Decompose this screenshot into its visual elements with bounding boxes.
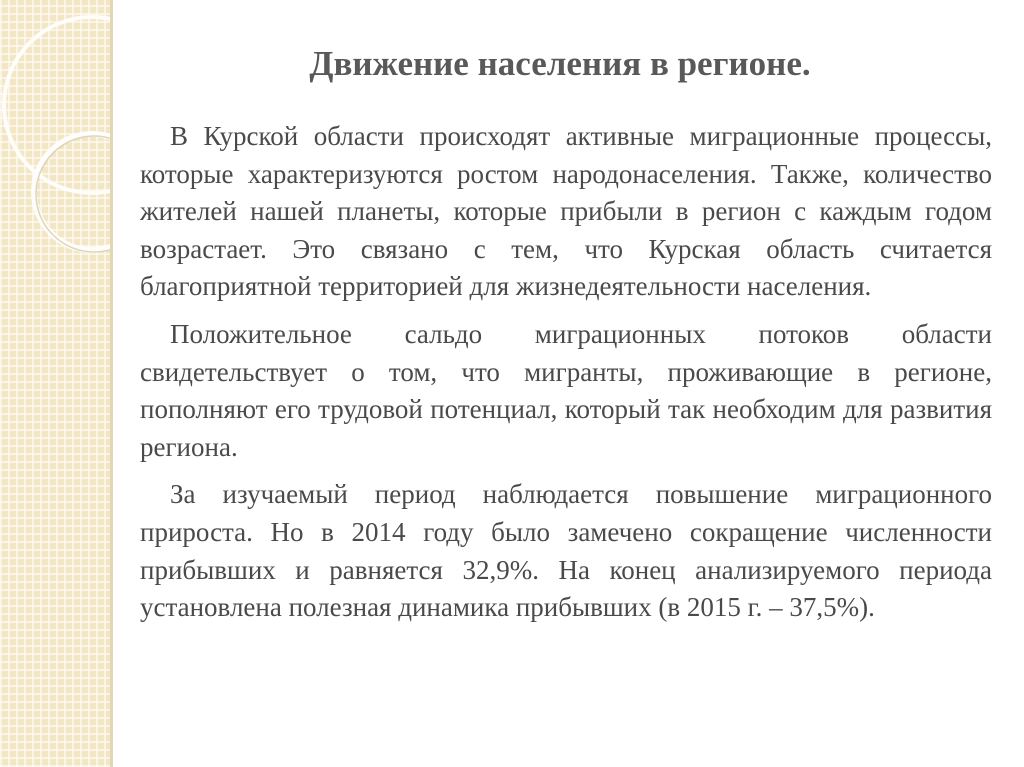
paragraph-migration-growth: За изучаемый период наблюдается повышение миграционного прироста. Но в 2014 году было замечено сокращение численности прибывших и равняется 32,9%. На конец анализируемого периода установлена полезная динамика прибывших (в 2015 г. – 37,5%). bbox=[140, 479, 992, 623]
decorative-side-strip bbox=[0, 0, 112, 767]
side-strip-edge bbox=[110, 0, 113, 767]
paragraph-migration-balance: Положительное сальдо миграционных потоков области свидетельствует о том, что мигранты, проживающие в регионе, пополняют его трудовой потенциал, который так необходим для развития региона. bbox=[140, 318, 992, 462]
decorative-circle-large bbox=[4, 17, 112, 193]
paragraph-migration-processes: В Курской области происходят активные миграционные процессы, которые характеризуются ростом народонаселения. Также, количество жителей нашей планеты, которые прибыли в регион с каждым годом возрастает. Это связано с тем, что Курская область считается благоприятной территорией для жизнедеятельности населения. bbox=[140, 121, 992, 302]
slide-body bbox=[140, 118, 992, 637]
decorative-circles bbox=[0, 0, 112, 767]
slide-title: Движение населения в регионе. bbox=[309, 44, 811, 83]
